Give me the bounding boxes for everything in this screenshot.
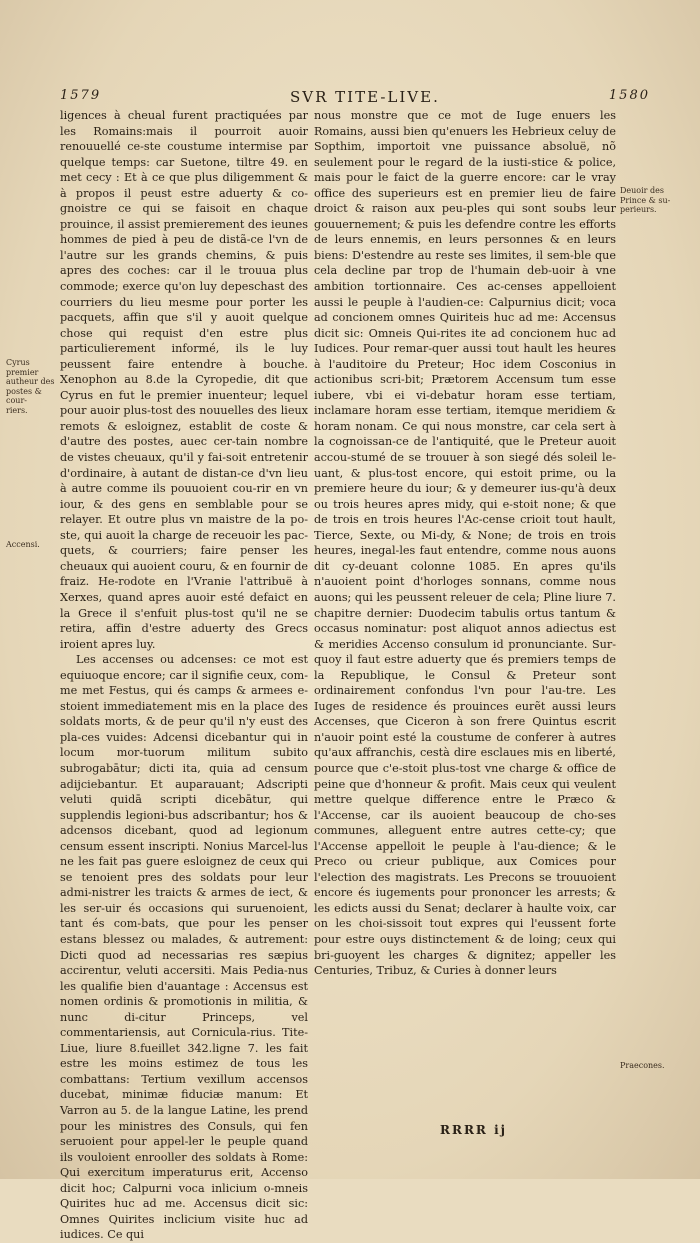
- right-paragraph-1: nous monstre que ce mot de Iuge enuers les Romains, aussi bien qu'enuers les Hebrieux celuy de Sopthim, importoit vne puissance absoluë, nõ seulement pour le regard de la iusti-stice & police, mais pour le faict de la guerre encore: car le vray office des superieurs est en premier lieu de faire droict & raison aux peu-ples qui sont soubs leur gouuernement; & puis les defendre contre les efforts de leurs ennemis, en leurs personnes & en leurs biens: D'estendre au reste ses limites, il sem-ble que cela decline par trop de l'humain deb-uoir à vne ambition tortionnaire. Ces ac-censes appelloient aussi le peuple à l'audien-ce: Calpurnius dicit; voca ad concionem omnes Quiriteis huc ad me: Accensus dicit sic: Omneis Qui-rites ite ad concionem huc ad Iudices. Pour remar-quer aussi tout hault les heures à l'auditoire du Preteur; Hoc idem Cosconius in actionibus scri-bit; Prætorem Accensum tum esse iubere, vbi ei vi-debatur horam esse tertiam, inclamare horam esse tertiam, itemque meridiem & horam nonam. Ce qui nous monstre, car cela sert à la cognoissan-ce de l'antiquité, que le Preteur auoit accou-stumé de se trouuer à son siegé dés soleil le-uant, & plus-tost encore, qui estoit prime, ou la premiere heure du iour; & y demeurer ius-qu'à deux ou trois heures apres midy, qui e-stoit none; & que de trois en trois heures l'Ac-cense crioit tout hault, Tierce, Sexte, ou Mi-dy, & None; de trois en trois heures, inegal-les faut entendre, comme nous auons dit cy-deuant colonne 1085. En apres qu'ils n'auoient point d'horloges sonnans, comme nous auons; qui les peussent releuer de cela; Pline liure 7. chapitre dernier: Duodecim tabulis ortus tantum & occasus nominatur: post aliquot annos adiectus est & meridies Accenso consulum id pronunciante. Sur-quoy il faut estre aduerty que és premiers temps de la Republique, le Consul & Preteur sont ordinairement confondus l'vn pour l'au-tre. Les Iuges de residence és prouinces eurẽt aussi leurs Accenses, que Ciceron à son frere Quintus escrit n'auoir point esté la coustume de conferer à autres qu'aux affranchis, cestà dire esclaues mis en liberté, pource que c'e-stoit plus-tost vne charge & office de peine que d'honneur & profit. Mais ceux qui veulent mettre quelque difference entre le Præco & l'Accense, car ils auoient beaucoup de cho-ses communes, alleguent entre autres cette-cy; que l'Accense appelloit le peuple à l'au-dience; & le Preco ou crieur publique, aux Comices pour l'election des magistrats. Les Precons se trouuoient encore és iugements pour prononcer les arrests; & les edicts aussi du Senat; declarer à haulte voix, car on les choi-sissoit tout expres qui l'eussent forte pour estre ouys distinctement & de loing; ceux qui bri-guoyent les charges & dignitez; appeller les Centuries, Tribuz, & Curies à donner leurs: [314, 109, 616, 978]
- margin-note-cyrus: Cyrus premier autheur des postes & cour- riers.: [6, 358, 55, 415]
- left-paragraph-2: Les accenses ou adcenses: ce mot est equiuoque encore; car il signifie ceux, com-me met Festus, qui és camps & armees e-stoient immediatement mis en la place des soldats morts, & de peur qu'il n'y eust des pla-ces vuides: Adcensi dicebantur qui in locum mor-tuorum militum subito subrogabātur; dicti ita, quia ad censum adijciebantur. Et auparauant; Adscripti veluti quidā scripti dicebātur, qui supplendis legioni-bus adscribantur; hos & adcensos dicebant, quod ad legionum censum essent inscripti. Nonius Marcel-lus ne les fait pas guere esloignez de ceux qui se tenoient pres des soldats pour leur admi-nistrer les traicts & armes de iect, & les ser-uir és occasions qui suruenoient, tant és com-bats, que pour les penser estans blessez ou malades, & autrement: Dicti quod ad necessarias res sæpius accirentur, veluti accersiti. Mais Pedia-nus les qualifie bien d'auantage : Accensus est nomen ordinis & promotionis in militia, & nunc di-citur Princeps, vel commentariensis, aut Cornicula-rius. Tite-Liue, liure 8.fueillet 342.ligne 7. les fait estre les moins estimez de tous les combattans: Tertium vexillum accensos ducebat, minimæ fiduciæ manum: Et Varron au 5. de la langue Latine, les prend pour les ministres des Consuls, qui fen seruoient pour appel-ler le peuple quand ils vouloient enrooller des soldats à Rome: Qui exercitum imperaturus erit, Accenso dicit hoc; Calpurni voca inlicium o-mneis Quirites huc ad me. Accensus dicit sic: Omnes Quirites inclicium visite huc ad iudices. Ce qui: [60, 653, 308, 1242]
- signature-mark: RRRR ij: [440, 1123, 507, 1137]
- running-title: SVR TITE-LIVE.: [290, 88, 440, 106]
- margin-note-accensi: Accensi.: [6, 540, 40, 549]
- left-paragraph-1: ligences à cheual furent practiquées par les Romains:mais il pourroit auoir renouuellé ce-ste coustume intermise par quelque temps: car Suetone, tiltre 49. en met cecy : Et à ce que plus diligemment & à propos il peust estre aduerty & co-gnoistre ce qui se faisoit en chaque prouince, il assist premierement des ieunes hommes de pied à peu de distã-ce l'vn de l'autre sur les grands chemins, & puis apres des coches: car il le trouua plus commode; exerce qu'on luy depeschast des courriers du lieu mesme pour porter les pacquets, affin que s'il y auoit quelque chose qui requist d'en estre plus particulierement informé, ils le luy peussent faire entendre à bouche. Xenophon au 8.de la Cyropedie, dit que Cyrus en fut le premier inuenteur; lequel pour auoir plus-tost des nouuelles des lieux remots & esloignez, establit de coste & d'autre des postes, auec cer-tain nombre de vistes cheuaux, qu'il y fai-soit entretenir d'ordinaire, à autant de distan-ce d'vn lieu à autre comme ils pouuoient cou-rir en vn iour, & des gens en semblable pour se relayer. Et outre plus vn maistre de la po-ste, qui auoit la charge de receuoir les pac-quets, & courriers; faire penser les cheuaux qui auoient couru, & en fournir de fraiz. He-rodote en l'Vranie l'attribuë à Xerxes, quand apres auoir esté defaict en la Grece il s'enfuit plus-tost qu'il ne se retira, affin d'estre aduerty des Grecs iroient apres luy.: [60, 109, 308, 651]
- margin-note-praecones: Praecones.: [620, 1061, 665, 1070]
- right-column: [314, 108, 616, 1138]
- page-number-right: 1580: [608, 88, 650, 103]
- running-header: [60, 88, 650, 108]
- left-column: [60, 108, 308, 1242]
- page-number-left: 1579: [60, 88, 102, 103]
- margin-note-devoir: Deuoir des Prince & su- perieurs.: [620, 186, 671, 214]
